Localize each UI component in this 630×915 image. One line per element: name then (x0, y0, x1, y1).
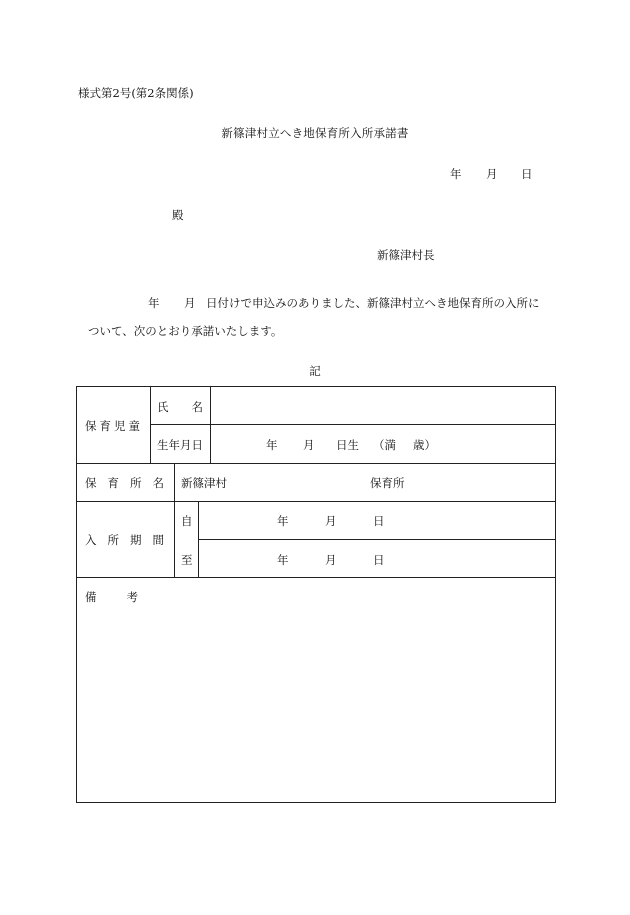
acceptance-table (76, 386, 556, 803)
body-line2: ついて、次のとおり承諾いたします。 (88, 324, 283, 338)
form-number: 様式第2号(第2条関係) (78, 86, 194, 100)
remarks-label: 備考 (85, 590, 168, 604)
from-label: 自 (181, 514, 193, 528)
birth-label: 生年月日 (157, 438, 203, 452)
to-year: 年 (277, 553, 289, 567)
age-close: 歳） (413, 438, 436, 452)
line (77, 501, 556, 502)
to-day: 日 (373, 553, 385, 567)
birth-year: 年 (266, 438, 278, 452)
line (198, 501, 199, 577)
date-year: 年 (450, 167, 462, 181)
date-month: 月 (486, 167, 498, 181)
from-day: 日 (373, 514, 385, 528)
birth-day: 日生 (336, 438, 359, 452)
to-label: 至 (181, 553, 193, 567)
body-line1: 日付けで申込みのありました、新篠津村立へき地保育所の入所に (206, 296, 540, 310)
document-title: 新篠津村立へき地保育所入所承諾書 (221, 126, 409, 140)
addressee-suffix: 殿 (172, 208, 184, 222)
nursery-label: 保育所名 (85, 476, 175, 490)
line (77, 577, 556, 578)
nursery-suffix: 保育所 (370, 476, 405, 490)
from-year: 年 (277, 514, 289, 528)
age-open: （満 (373, 438, 396, 452)
line (150, 387, 151, 463)
from-month: 月 (325, 514, 337, 528)
nursery-village: 新篠津村 (181, 476, 227, 490)
child-label: 保育児童 (85, 419, 143, 433)
body-month: 月 (184, 296, 196, 310)
birth-month: 月 (303, 438, 315, 452)
name-label: 氏 名 (157, 400, 203, 414)
ki-heading: 記 (309, 364, 321, 378)
body-year: 年 (148, 296, 160, 310)
line (198, 539, 556, 540)
sender: 新篠津村長 (377, 248, 435, 262)
to-month: 月 (325, 553, 337, 567)
line (77, 463, 556, 464)
date-day: 日 (521, 167, 533, 181)
line (210, 387, 211, 463)
period-label: 入所期間 (85, 533, 175, 547)
